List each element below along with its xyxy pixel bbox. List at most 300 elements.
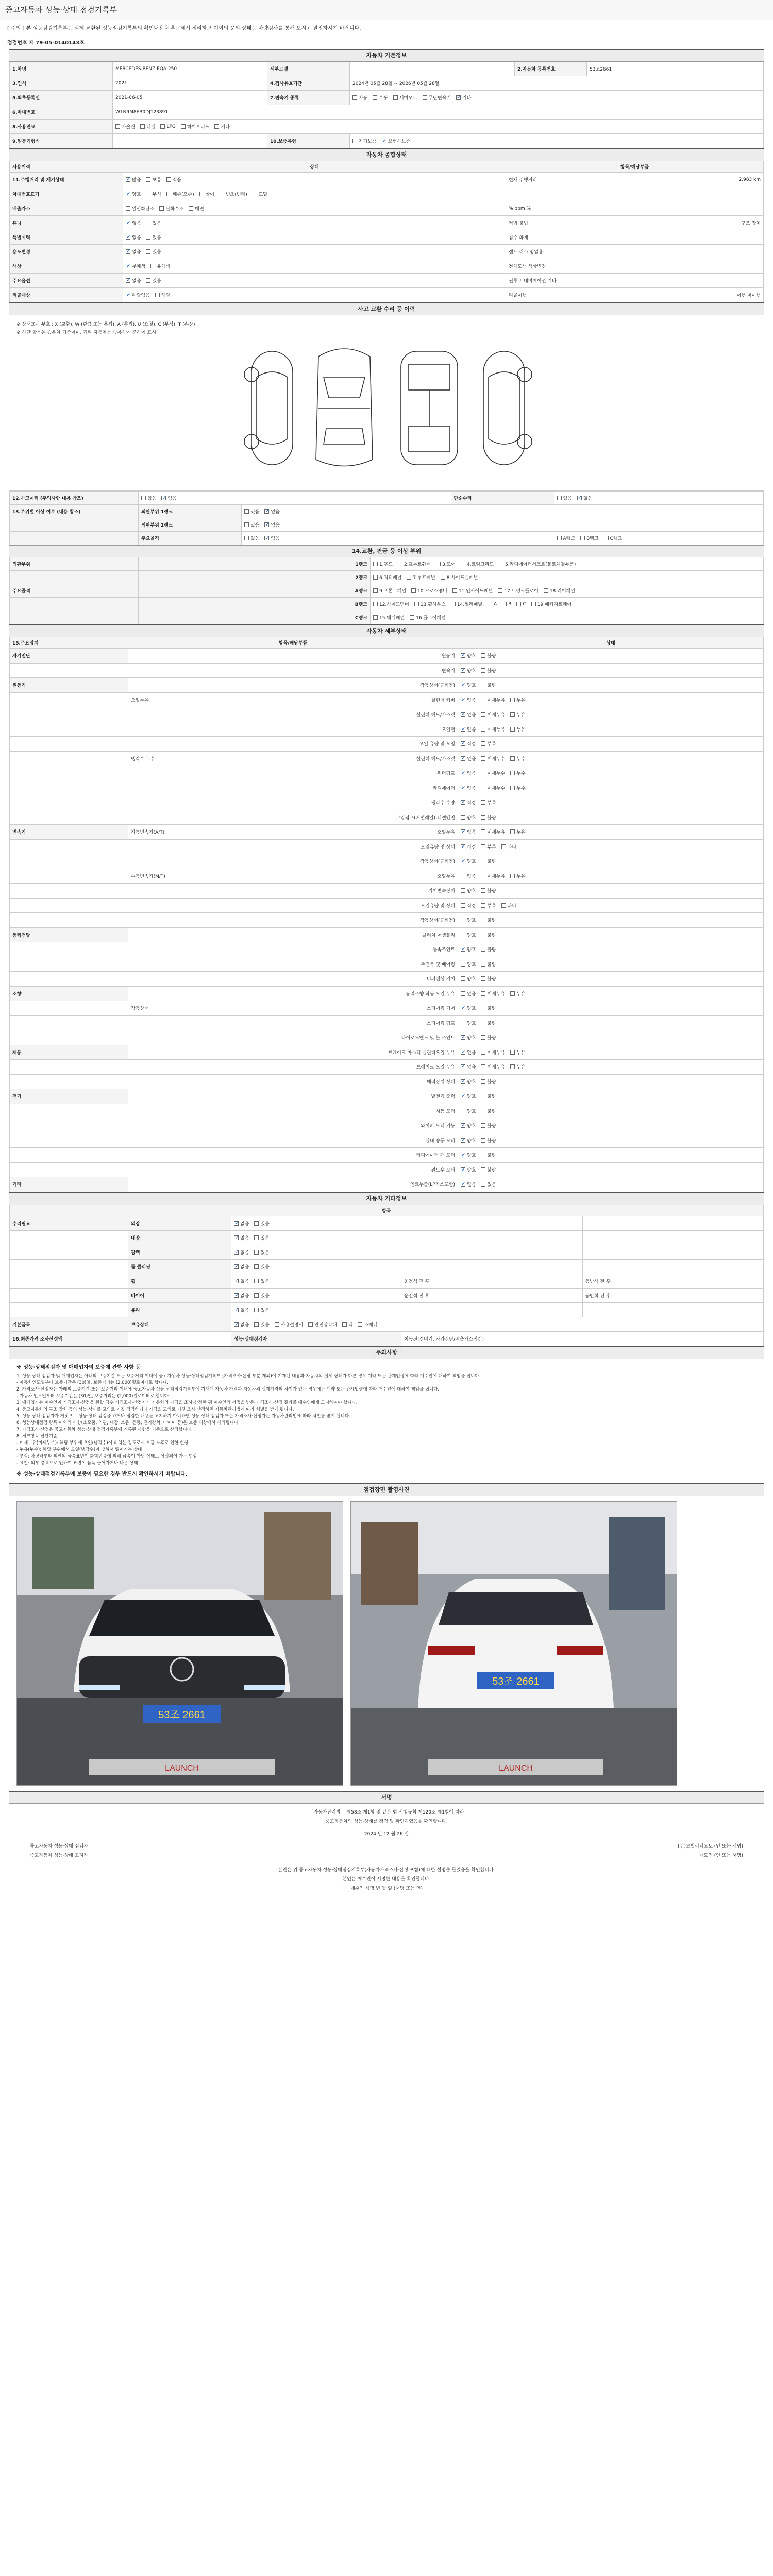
checkbox-option[interactable]	[481, 961, 496, 968]
checkbox-icon[interactable]	[461, 918, 465, 922]
checkbox-option[interactable]	[461, 1063, 476, 1070]
checkbox-option[interactable]	[481, 843, 496, 850]
checkbox-option[interactable]	[461, 652, 476, 659]
checkbox-option[interactable]	[481, 946, 496, 953]
checkbox-icon[interactable]	[481, 888, 485, 893]
checkbox-option[interactable]	[373, 601, 409, 607]
checkbox-icon[interactable]	[481, 1109, 485, 1113]
checkbox-option[interactable]	[501, 843, 516, 850]
checkbox-option[interactable]	[181, 123, 209, 130]
checkbox-icon[interactable]	[264, 536, 269, 540]
checkbox-option[interactable]	[160, 124, 175, 129]
checkbox-icon[interactable]	[481, 1035, 485, 1040]
checkbox-icon[interactable]	[481, 668, 485, 673]
checkbox-icon[interactable]	[159, 206, 164, 211]
checkbox-icon[interactable]	[481, 800, 485, 805]
checkbox-option[interactable]	[126, 263, 145, 269]
checkbox-icon[interactable]	[461, 771, 465, 775]
checkbox-option[interactable]	[461, 1151, 476, 1158]
checkbox-icon[interactable]	[126, 278, 130, 283]
checkbox-icon[interactable]	[451, 602, 456, 606]
checkbox-option[interactable]	[155, 292, 170, 298]
checkbox-icon[interactable]	[481, 1079, 485, 1084]
checkbox-icon[interactable]	[382, 139, 386, 143]
checkbox-icon[interactable]	[481, 947, 485, 952]
checkbox-option[interactable]	[461, 990, 476, 997]
checkbox-option[interactable]	[461, 1181, 476, 1188]
checkbox-option[interactable]	[461, 726, 476, 733]
checkbox-icon[interactable]	[461, 1094, 465, 1098]
checkbox-icon[interactable]	[510, 698, 515, 702]
checkbox-option[interactable]	[234, 1292, 249, 1299]
checkbox-option[interactable]	[481, 697, 505, 703]
checkbox-icon[interactable]	[461, 962, 465, 967]
checkbox-icon[interactable]	[461, 1050, 465, 1055]
checkbox-option[interactable]	[254, 1249, 269, 1256]
checkbox-option[interactable]	[481, 799, 496, 806]
checkbox-option[interactable]	[481, 931, 496, 938]
checkbox-icon[interactable]	[544, 588, 548, 593]
checkbox-icon[interactable]	[481, 903, 485, 908]
checkbox-option[interactable]	[254, 1307, 269, 1313]
checkbox-icon[interactable]	[373, 95, 377, 100]
checkbox-option[interactable]	[481, 902, 496, 909]
checkbox-icon[interactable]	[510, 874, 515, 878]
checkbox-option[interactable]	[481, 1122, 496, 1129]
checkbox-option[interactable]	[461, 1005, 476, 1011]
checkbox-option[interactable]	[557, 535, 576, 541]
checkbox-option[interactable]	[126, 277, 141, 284]
checkbox-option[interactable]	[146, 219, 161, 226]
checkbox-option[interactable]	[253, 191, 267, 197]
checkbox-option[interactable]	[510, 828, 525, 835]
checkbox-option[interactable]	[150, 263, 170, 269]
checkbox-icon[interactable]	[461, 800, 465, 805]
checkbox-icon[interactable]	[461, 1064, 465, 1069]
checkbox-icon[interactable]	[126, 293, 130, 297]
checkbox-icon[interactable]	[244, 522, 249, 527]
checkbox-icon[interactable]	[481, 1153, 485, 1157]
checkbox-option[interactable]	[393, 94, 417, 101]
checkbox-icon[interactable]	[481, 1064, 485, 1069]
checkbox-option[interactable]	[499, 561, 576, 567]
checkbox-icon[interactable]	[481, 859, 485, 863]
checkbox-option[interactable]	[234, 1263, 249, 1270]
checkbox-option[interactable]	[461, 946, 476, 953]
checkbox-icon[interactable]	[481, 815, 485, 820]
checkbox-icon[interactable]	[166, 192, 171, 196]
checkbox-icon[interactable]	[531, 602, 536, 606]
checkbox-option[interactable]	[510, 697, 525, 703]
checkbox-option[interactable]	[126, 219, 141, 226]
checkbox-icon[interactable]	[461, 933, 465, 937]
checkbox-option[interactable]	[481, 652, 496, 659]
checkbox-option[interactable]	[461, 1020, 476, 1026]
checkbox-option[interactable]	[488, 602, 497, 607]
checkbox-option[interactable]	[516, 602, 526, 607]
checkbox-option[interactable]	[461, 931, 476, 938]
checkbox-icon[interactable]	[161, 496, 166, 500]
checkbox-option[interactable]	[234, 1249, 249, 1256]
checkbox-icon[interactable]	[481, 829, 485, 834]
checkbox-option[interactable]	[481, 1151, 496, 1158]
checkbox-icon[interactable]	[461, 1035, 465, 1040]
checkbox-icon[interactable]	[146, 249, 150, 254]
checkbox-icon[interactable]	[373, 602, 378, 606]
checkbox-option[interactable]	[461, 961, 476, 968]
checkbox-option[interactable]	[264, 508, 279, 515]
checkbox-icon[interactable]	[481, 786, 485, 790]
checkbox-icon[interactable]	[166, 177, 171, 182]
checkbox-option[interactable]	[423, 94, 451, 101]
checkbox-icon[interactable]	[234, 1221, 239, 1226]
checkbox-option[interactable]	[604, 535, 623, 541]
checkbox-option[interactable]	[146, 234, 161, 241]
checkbox-option[interactable]	[234, 1234, 249, 1241]
checkbox-option[interactable]	[510, 990, 525, 997]
checkbox-option[interactable]	[481, 711, 505, 718]
checkbox-icon[interactable]	[461, 668, 465, 673]
checkbox-icon[interactable]	[461, 874, 465, 878]
checkbox-icon[interactable]	[481, 1182, 485, 1187]
checkbox-option[interactable]	[264, 535, 279, 541]
checkbox-icon[interactable]	[501, 903, 506, 908]
checkbox-icon[interactable]	[481, 991, 485, 996]
checkbox-icon[interactable]	[254, 1235, 259, 1240]
checkbox-icon[interactable]	[275, 1322, 279, 1327]
checkbox-icon[interactable]	[234, 1235, 239, 1240]
checkbox-icon[interactable]	[141, 496, 146, 500]
checkbox-option[interactable]	[481, 1108, 496, 1114]
checkbox-icon[interactable]	[461, 947, 465, 952]
checkbox-icon[interactable]	[126, 235, 130, 240]
checkbox-option[interactable]	[481, 1034, 496, 1041]
checkbox-icon[interactable]	[481, 1021, 485, 1025]
checkbox-option[interactable]	[461, 887, 476, 894]
checkbox-option[interactable]	[481, 887, 496, 894]
checkbox-option[interactable]	[461, 1078, 476, 1085]
checkbox-icon[interactable]	[126, 206, 130, 211]
checkbox-icon[interactable]	[441, 575, 445, 580]
checkbox-icon[interactable]	[373, 588, 378, 593]
checkbox-option[interactable]	[254, 1292, 269, 1299]
checkbox-option[interactable]	[414, 601, 446, 607]
checkbox-icon[interactable]	[253, 192, 257, 196]
checkbox-icon[interactable]	[516, 602, 521, 606]
checkbox-option[interactable]	[146, 248, 161, 255]
checkbox-option[interactable]	[461, 843, 476, 850]
checkbox-option[interactable]	[159, 205, 183, 212]
checkbox-option[interactable]	[481, 1137, 496, 1144]
checkbox-icon[interactable]	[499, 562, 503, 566]
checkbox-icon[interactable]	[199, 192, 204, 196]
checkbox-option[interactable]	[481, 1181, 496, 1188]
checkbox-icon[interactable]	[461, 683, 465, 687]
checkbox-option[interactable]	[358, 1321, 377, 1328]
checkbox-option[interactable]	[373, 561, 393, 567]
checkbox-option[interactable]	[461, 1166, 476, 1173]
checkbox-icon[interactable]	[481, 1050, 485, 1055]
checkbox-option[interactable]	[461, 740, 476, 747]
checkbox-option[interactable]	[264, 521, 279, 528]
checkbox-option[interactable]	[461, 682, 476, 688]
checkbox-icon[interactable]	[264, 509, 269, 514]
checkbox-option[interactable]	[481, 917, 496, 923]
checkbox-icon[interactable]	[510, 727, 515, 732]
checkbox-option[interactable]	[481, 990, 505, 997]
checkbox-icon[interactable]	[393, 95, 398, 100]
checkbox-option[interactable]	[254, 1263, 269, 1270]
checkbox-option[interactable]	[456, 94, 471, 101]
checkbox-icon[interactable]	[481, 683, 485, 687]
checkbox-option[interactable]	[481, 1093, 496, 1099]
checkbox-icon[interactable]	[308, 1322, 313, 1327]
checkbox-icon[interactable]	[234, 1250, 239, 1255]
checkbox-icon[interactable]	[498, 588, 502, 593]
checkbox-option[interactable]	[275, 1321, 303, 1328]
checkbox-option[interactable]	[557, 495, 572, 501]
checkbox-icon[interactable]	[481, 653, 485, 658]
checkbox-option[interactable]	[452, 587, 493, 594]
checkbox-option[interactable]	[461, 799, 476, 806]
checkbox-option[interactable]	[544, 587, 575, 594]
checkbox-option[interactable]	[126, 234, 141, 241]
checkbox-option[interactable]	[481, 770, 505, 776]
checkbox-option[interactable]	[461, 1049, 476, 1056]
checkbox-option[interactable]	[510, 873, 525, 879]
checkbox-option[interactable]	[461, 770, 476, 776]
checkbox-icon[interactable]	[557, 536, 562, 540]
checkbox-icon[interactable]	[254, 1264, 259, 1269]
checkbox-icon[interactable]	[461, 698, 465, 702]
checkbox-option[interactable]	[481, 667, 496, 674]
checkbox-option[interactable]	[531, 601, 572, 607]
checkbox-icon[interactable]	[254, 1308, 259, 1312]
checkbox-option[interactable]	[481, 682, 496, 688]
checkbox-icon[interactable]	[510, 1050, 515, 1055]
checkbox-option[interactable]	[189, 205, 204, 212]
checkbox-icon[interactable]	[220, 192, 224, 196]
checkbox-icon[interactable]	[510, 991, 515, 996]
checkbox-icon[interactable]	[481, 771, 485, 775]
checkbox-option[interactable]	[481, 1166, 496, 1173]
checkbox-icon[interactable]	[234, 1322, 239, 1327]
checkbox-icon[interactable]	[604, 536, 609, 540]
checkbox-option[interactable]	[126, 205, 154, 212]
checkbox-icon[interactable]	[254, 1250, 259, 1255]
checkbox-option[interactable]	[481, 740, 496, 747]
checkbox-icon[interactable]	[481, 933, 485, 937]
checkbox-option[interactable]	[140, 123, 155, 130]
checkbox-icon[interactable]	[502, 602, 507, 606]
checkbox-icon[interactable]	[510, 829, 515, 834]
checkbox-icon[interactable]	[461, 1153, 465, 1157]
checkbox-option[interactable]	[461, 828, 476, 835]
checkbox-icon[interactable]	[352, 139, 357, 143]
checkbox-option[interactable]	[214, 123, 229, 130]
checkbox-option[interactable]	[146, 191, 161, 197]
checkbox-icon[interactable]	[481, 874, 485, 878]
checkbox-option[interactable]	[461, 711, 476, 718]
checkbox-option[interactable]	[481, 858, 496, 865]
checkbox-icon[interactable]	[461, 741, 465, 746]
checkbox-icon[interactable]	[244, 536, 249, 540]
checkbox-option[interactable]	[510, 726, 525, 733]
checkbox-icon[interactable]	[481, 1094, 485, 1098]
checkbox-icon[interactable]	[234, 1308, 239, 1312]
checkbox-option[interactable]	[510, 711, 525, 718]
checkbox-icon[interactable]	[342, 1322, 347, 1327]
checkbox-icon[interactable]	[398, 562, 402, 566]
checkbox-icon[interactable]	[461, 991, 465, 996]
checkbox-option[interactable]	[510, 755, 525, 762]
checkbox-option[interactable]	[234, 1307, 249, 1313]
checkbox-option[interactable]	[234, 1278, 249, 1284]
checkbox-icon[interactable]	[254, 1293, 259, 1298]
checkbox-option[interactable]	[461, 561, 494, 567]
checkbox-icon[interactable]	[411, 588, 416, 593]
checkbox-icon[interactable]	[481, 962, 485, 967]
checkbox-option[interactable]	[244, 521, 259, 528]
checkbox-option[interactable]	[461, 858, 476, 865]
checkbox-option[interactable]	[126, 248, 141, 255]
checkbox-option[interactable]	[161, 495, 176, 501]
checkbox-icon[interactable]	[126, 192, 130, 196]
checkbox-icon[interactable]	[214, 124, 219, 129]
checkbox-option[interactable]	[244, 508, 259, 515]
checkbox-icon[interactable]	[155, 293, 160, 297]
checkbox-icon[interactable]	[358, 1322, 362, 1327]
inspector-sign[interactable]: (주)모빌리티오토 (인 또는 서명)	[678, 1843, 743, 1849]
checkbox-icon[interactable]	[510, 786, 515, 790]
checkbox-option[interactable]	[461, 814, 476, 821]
checkbox-option[interactable]	[481, 1005, 496, 1011]
checkbox-icon[interactable]	[481, 1167, 485, 1172]
checkbox-option[interactable]	[220, 191, 247, 197]
checkbox-icon[interactable]	[510, 1064, 515, 1069]
checkbox-option[interactable]	[398, 561, 431, 567]
checkbox-option[interactable]	[411, 587, 447, 594]
checkbox-option[interactable]	[410, 614, 446, 621]
checkbox-option[interactable]	[146, 277, 161, 284]
checkbox-option[interactable]	[501, 902, 516, 909]
buyer-sign-line[interactable]: 매수인 성명 년 월 일 (서명 또는 인)	[350, 1886, 423, 1891]
checkbox-icon[interactable]	[461, 786, 465, 790]
checkbox-icon[interactable]	[234, 1279, 239, 1283]
checkbox-icon[interactable]	[481, 918, 485, 922]
checkbox-icon[interactable]	[436, 562, 441, 566]
checkbox-option[interactable]	[407, 574, 435, 581]
checkbox-icon[interactable]	[352, 95, 357, 100]
checkbox-icon[interactable]	[461, 888, 465, 893]
checkbox-option[interactable]	[461, 755, 476, 762]
checkbox-option[interactable]	[373, 574, 401, 581]
checkbox-option[interactable]	[481, 755, 505, 762]
checkbox-option[interactable]	[254, 1234, 269, 1241]
checkbox-icon[interactable]	[461, 727, 465, 732]
checkbox-icon[interactable]	[160, 124, 165, 129]
checkbox-icon[interactable]	[146, 192, 150, 196]
checkbox-option[interactable]	[481, 814, 496, 821]
checkbox-icon[interactable]	[501, 844, 506, 849]
checkbox-option[interactable]	[166, 191, 194, 197]
checkbox-option[interactable]	[461, 667, 476, 674]
checkbox-icon[interactable]	[481, 976, 485, 981]
checkbox-option[interactable]	[510, 1049, 525, 1056]
checkbox-icon[interactable]	[481, 698, 485, 702]
checkbox-icon[interactable]	[510, 771, 515, 775]
checkbox-icon[interactable]	[461, 756, 465, 761]
checkbox-icon[interactable]	[146, 235, 150, 240]
checkbox-option[interactable]	[580, 535, 599, 541]
checkbox-option[interactable]	[373, 94, 388, 101]
checkbox-option[interactable]	[352, 94, 367, 101]
checkbox-icon[interactable]	[488, 602, 492, 606]
checkbox-icon[interactable]	[456, 95, 461, 100]
checkbox-icon[interactable]	[461, 815, 465, 820]
checkbox-option[interactable]	[481, 726, 505, 733]
checkbox-option[interactable]	[461, 1122, 476, 1129]
checkbox-icon[interactable]	[150, 264, 155, 268]
checkbox-icon[interactable]	[461, 859, 465, 863]
checkbox-option[interactable]	[461, 785, 476, 791]
checkbox-icon[interactable]	[461, 1167, 465, 1172]
checkbox-icon[interactable]	[461, 712, 465, 717]
checkbox-option[interactable]	[461, 1108, 476, 1114]
checkbox-option[interactable]	[342, 1321, 353, 1328]
checkbox-icon[interactable]	[461, 1079, 465, 1084]
checkbox-icon[interactable]	[254, 1279, 259, 1283]
checkbox-option[interactable]	[481, 873, 505, 879]
checkbox-option[interactable]	[308, 1321, 337, 1328]
checkbox-icon[interactable]	[557, 496, 562, 500]
checkbox-icon[interactable]	[481, 1006, 485, 1010]
checkbox-icon[interactable]	[481, 844, 485, 849]
checkbox-option[interactable]	[461, 873, 476, 879]
checkbox-icon[interactable]	[189, 206, 193, 211]
checkbox-icon[interactable]	[264, 522, 269, 527]
checkbox-icon[interactable]	[115, 124, 120, 129]
checkbox-icon[interactable]	[126, 221, 130, 225]
checkbox-option[interactable]	[461, 1093, 476, 1099]
checkbox-option[interactable]	[126, 176, 141, 183]
checkbox-option[interactable]	[481, 828, 505, 835]
checkbox-option[interactable]	[373, 614, 405, 621]
checkbox-option[interactable]	[577, 495, 592, 501]
checkbox-option[interactable]	[352, 138, 377, 144]
checkbox-icon[interactable]	[407, 575, 411, 580]
checkbox-option[interactable]	[166, 176, 181, 183]
checkbox-option[interactable]	[461, 1034, 476, 1041]
checkbox-icon[interactable]	[461, 562, 465, 566]
checkbox-option[interactable]	[141, 495, 156, 501]
checkbox-icon[interactable]	[423, 95, 427, 100]
checkbox-option[interactable]	[254, 1278, 269, 1284]
checkbox-option[interactable]	[126, 191, 141, 197]
checkbox-icon[interactable]	[254, 1322, 259, 1327]
checkbox-icon[interactable]	[126, 249, 130, 254]
checkbox-option[interactable]	[254, 1321, 269, 1328]
checkbox-icon[interactable]	[373, 562, 378, 566]
checkbox-icon[interactable]	[580, 536, 585, 540]
checkbox-icon[interactable]	[461, 1182, 465, 1187]
checkbox-option[interactable]	[373, 587, 406, 594]
checkbox-option[interactable]	[461, 1137, 476, 1144]
checkbox-option[interactable]	[254, 1220, 269, 1227]
checkbox-option[interactable]	[115, 123, 135, 130]
checkbox-option[interactable]	[461, 975, 476, 982]
checkbox-option[interactable]	[510, 1063, 525, 1070]
